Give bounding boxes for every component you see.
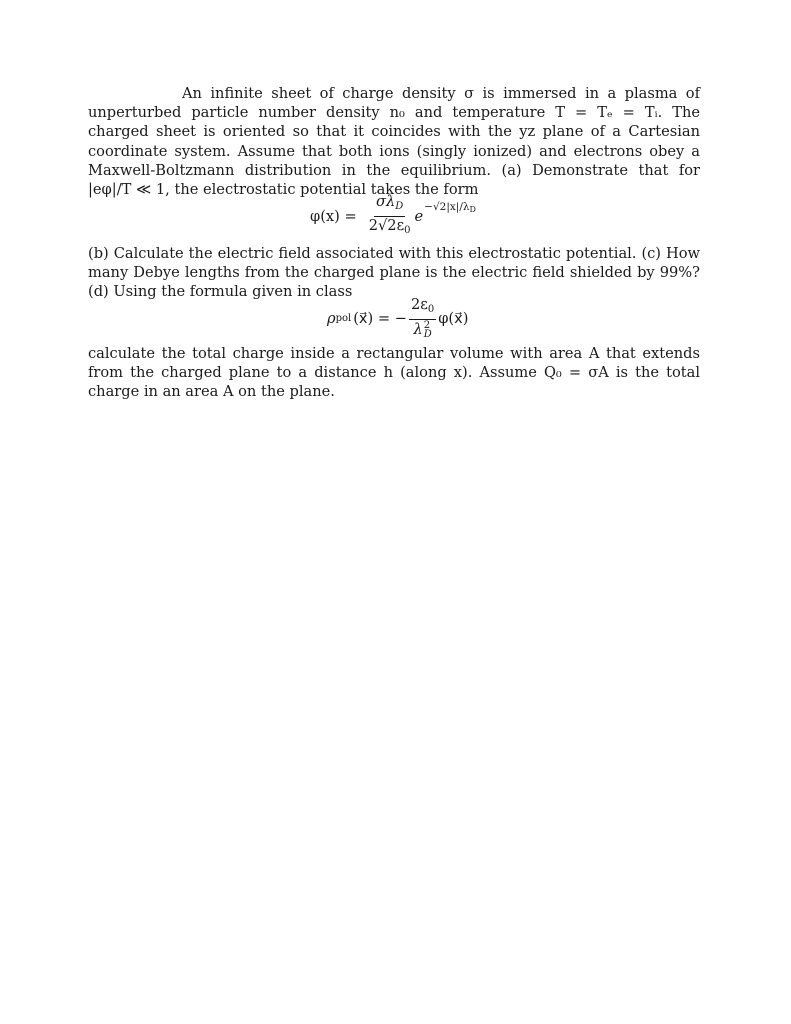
problem-paragraph-part-d: calculate the total charge inside a rectangular volume with area A that extends from the charged plane to a distance h (along x). Assume Q₀ = σA is the total charge in an area A on the plane. [88,345,700,401]
problem-paragraph-intro: An infinite sheet of charge density σ is immersed in a plasma of unperturbed particle number density n₀ and temperature T = Tₑ = Tᵢ. The charged sheet is oriented so that it coincides with the yz plane of a Cartesian coordinate system. Assume that both ions (singly ionized) and electrons obey a Maxwell-Boltzmann distribution in the equilibrium. (a) Demonstrate that for |eφ|/T ≪ 1, the electrostatic potential takes the form [88,85,700,199]
equation-polarization-charge [327,297,468,339]
equation-polarization-lhs-arg: (x⃗) = − [353,309,407,327]
problem-paragraph-parts-bcd: (b) Calculate the electric field associated with this electrostatic potential. (c) How many Debye lengths from the charged plane is the electric field shielded by 99%? (d) Using the formula given in class [88,245,700,301]
equation-potential [310,194,476,239]
equation-polarization-fraction [409,297,436,339]
equation-polarization-lhs-symbol: ρ [327,309,336,327]
equation-potential-numerator: $\sigma\lambda_D$ [374,194,405,217]
equation-potential-exp-base: e [414,208,424,225]
equation-polarization-rhs: φ(x⃗) [438,309,469,327]
equation-polarization-lhs-sub: pol [335,312,352,324]
equation-potential-denominator: $2√2\varepsilon_0$ [368,217,411,236]
equation-potential-fraction [367,194,413,239]
equation-potential-exponent: −√2|x|/λD [424,201,476,214]
equation-polarization-denominator: λ 2 D [413,320,432,340]
equation-potential-lhs: φ(x) = [310,208,357,225]
equation-polarization-numerator: $2\varepsilon_0$ [409,297,436,320]
